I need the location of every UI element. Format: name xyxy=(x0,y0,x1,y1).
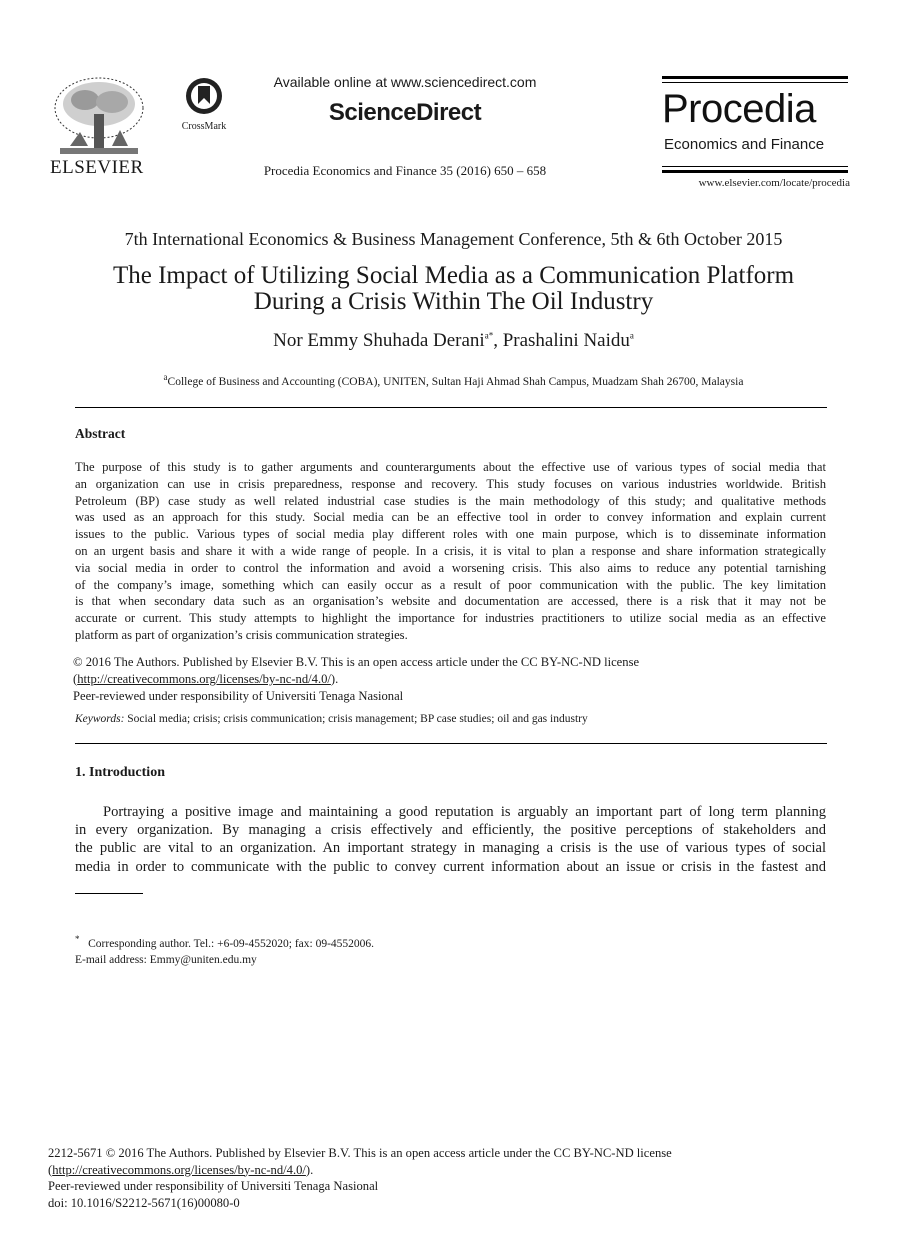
intro-line: in every organization. By managing a crisis effectively and efficiently, the positive perceptions of stakeholders and xyxy=(75,822,826,839)
authors xyxy=(40,330,867,352)
footer-license-line: (http://creativecommons.org/licenses/by-nc-nd/4.0/). xyxy=(48,1162,314,1177)
abstract-line: accurate or current. This study attempts to highlight the importance for industries practitioners to utilize social media as an effective xyxy=(75,611,826,626)
available-online: Available online at www.sciencedirect.com xyxy=(273,74,537,90)
abstract-line: The purpose of this study is to gather arguments and counterarguments about the effective use of various types of social media that xyxy=(75,460,826,474)
procedia-bottom-rule-1 xyxy=(662,166,848,167)
journal-citation: Procedia Economics and Finance 35 (2016) 650 – 658 xyxy=(263,163,547,178)
procedia-brand: Procedia xyxy=(662,87,816,131)
copyright-notice xyxy=(73,654,833,705)
abstract-line: Petroleum (BP) case study as well related industrial case studies is the main methodology of this study; and qualitative methods xyxy=(75,493,826,508)
copyright-line: © 2016 The Authors. Published by Elsevier B.V. This is an open access article under the CC BY-NC-ND license xyxy=(73,655,640,669)
abstract-heading: Abstract xyxy=(75,426,126,441)
peer-review-line: Peer-reviewed under responsibility of Universiti Tenaga Nasional xyxy=(73,689,404,703)
license-link[interactable]: http://creativecommons.org/licenses/by-nc-nd/4.0/ xyxy=(77,672,331,686)
title-line-2: During a Crisis Within The Oil Industry xyxy=(253,288,654,315)
author-separator: , xyxy=(493,330,503,351)
affiliation-text: College of Business and Accounting (COBA), UNITEN, Sultan Haji Ahmad Shah Campus, Muadzam Shah 26700, Malaysia xyxy=(167,376,744,388)
keywords-text: Social media; crisis; crisis communication; crisis management; BP case studies; oil and gas industry xyxy=(127,713,588,725)
abstract-line: was used as an approach for this study. Social media can be an effective tool in order to convey information and explain current xyxy=(75,510,826,525)
procedia-url[interactable]: www.elsevier.com/locate/procedia xyxy=(698,177,850,189)
corresponding-text: Corresponding author. Tel.: +6-09-4552020; fax: 09-4552006. xyxy=(88,938,375,950)
sciencedirect-logo[interactable]: ScienceDirect xyxy=(328,99,482,126)
footer-peer-review: Peer-reviewed under responsibility of Universiti Tenaga Nasional xyxy=(48,1179,379,1193)
elsevier-wordmark: ELSEVIER xyxy=(50,157,144,178)
title-divider xyxy=(75,407,827,408)
author-2-sup: a xyxy=(629,330,634,341)
email-line: E-mail address: Emmy@uniten.edu.my xyxy=(75,954,257,966)
paper-title xyxy=(40,263,867,315)
abstract-line: on an urgent basis and share it with a wide range of people. In a crisis, it is vital to plan a response and share information strategically xyxy=(75,543,826,558)
introduction-body xyxy=(75,803,826,876)
elsevier-tree-icon xyxy=(50,74,148,160)
abstract-body xyxy=(75,459,826,644)
affiliation xyxy=(40,372,867,388)
abstract-line: via social media in order to control the information and avoid a worsening crisis. This also aims to reduce any potential tarnishing xyxy=(75,560,826,575)
footnote xyxy=(75,936,835,968)
conference-line: 7th International Economics & Business Management Conference, 5th & 6th October 2015 xyxy=(124,229,783,249)
abstract-divider xyxy=(75,743,827,744)
keywords-label: Keywords: xyxy=(75,713,125,725)
procedia-top-rule-1 xyxy=(662,76,848,79)
page-footer xyxy=(48,1145,848,1211)
footnote-mark: * xyxy=(75,934,80,945)
abstract-line: platform as part of organization’s crisis communication strategies. xyxy=(75,627,408,642)
footer-license-link[interactable]: http://creativecommons.org/licenses/by-nc-nd/4.0/ xyxy=(52,1162,306,1177)
procedia-top-rule-2 xyxy=(662,82,848,83)
elsevier-tree-logo xyxy=(50,74,148,160)
abstract-line: of the company’s image, something which can easily occur as a result of poor communication with the public. The key limitation xyxy=(75,577,826,592)
abstract-line: issues to the public. Various types of social media play different roles with one main purpose, which is to disseminate information xyxy=(75,527,826,542)
footer-doi[interactable]: doi: 10.1016/S2212-5671(16)00080-0 xyxy=(48,1195,240,1210)
procedia-subtitle: Economics and Finance xyxy=(664,136,825,153)
intro-line: Portraying a positive image and maintaining a good reputation is arguably an important part of long term planning xyxy=(103,804,826,820)
crossmark-label: CrossMark xyxy=(181,121,227,132)
abstract-line: an organization can use in crisis preparedness, response and recovery. This study focuses on various industries worldwide. British xyxy=(75,476,826,491)
intro-line: media in order to communicate with the public to convey current information about an issue or crisis in the fastest and xyxy=(75,858,826,875)
author-1: Nor Emmy Shuhada Derani xyxy=(273,330,485,351)
affiliation-sup: a xyxy=(163,372,168,383)
author-1-sup: a* xyxy=(484,330,494,341)
crossmark-logo[interactable] xyxy=(178,76,230,132)
abstract-line: is that when secondary data such as an organisation’s website and documentation are accessed, there is a risk that it may not be xyxy=(75,594,826,609)
title-line-1: The Impact of Utilizing Social Media as a Communication Platform xyxy=(112,262,795,289)
keywords xyxy=(75,713,835,725)
corresponding-author xyxy=(75,936,835,952)
author-2: Prashalini Naidu xyxy=(502,330,630,351)
footer-issn-line: 2212-5671 © 2016 The Authors. Published by Elsevier B.V. This is an open access article under the CC BY-NC-ND license xyxy=(48,1146,672,1160)
license-line: (http://creativecommons.org/licenses/by-nc-nd/4.0/). xyxy=(73,672,339,686)
crossmark-icon xyxy=(180,76,228,116)
introduction-heading: 1. Introduction xyxy=(75,765,165,780)
intro-line: the public are vital to an organization. An important strategy in managing a crisis is the use of various types of social xyxy=(75,840,826,857)
footnote-separator xyxy=(75,893,143,894)
procedia-bottom-rule-2 xyxy=(662,170,848,173)
